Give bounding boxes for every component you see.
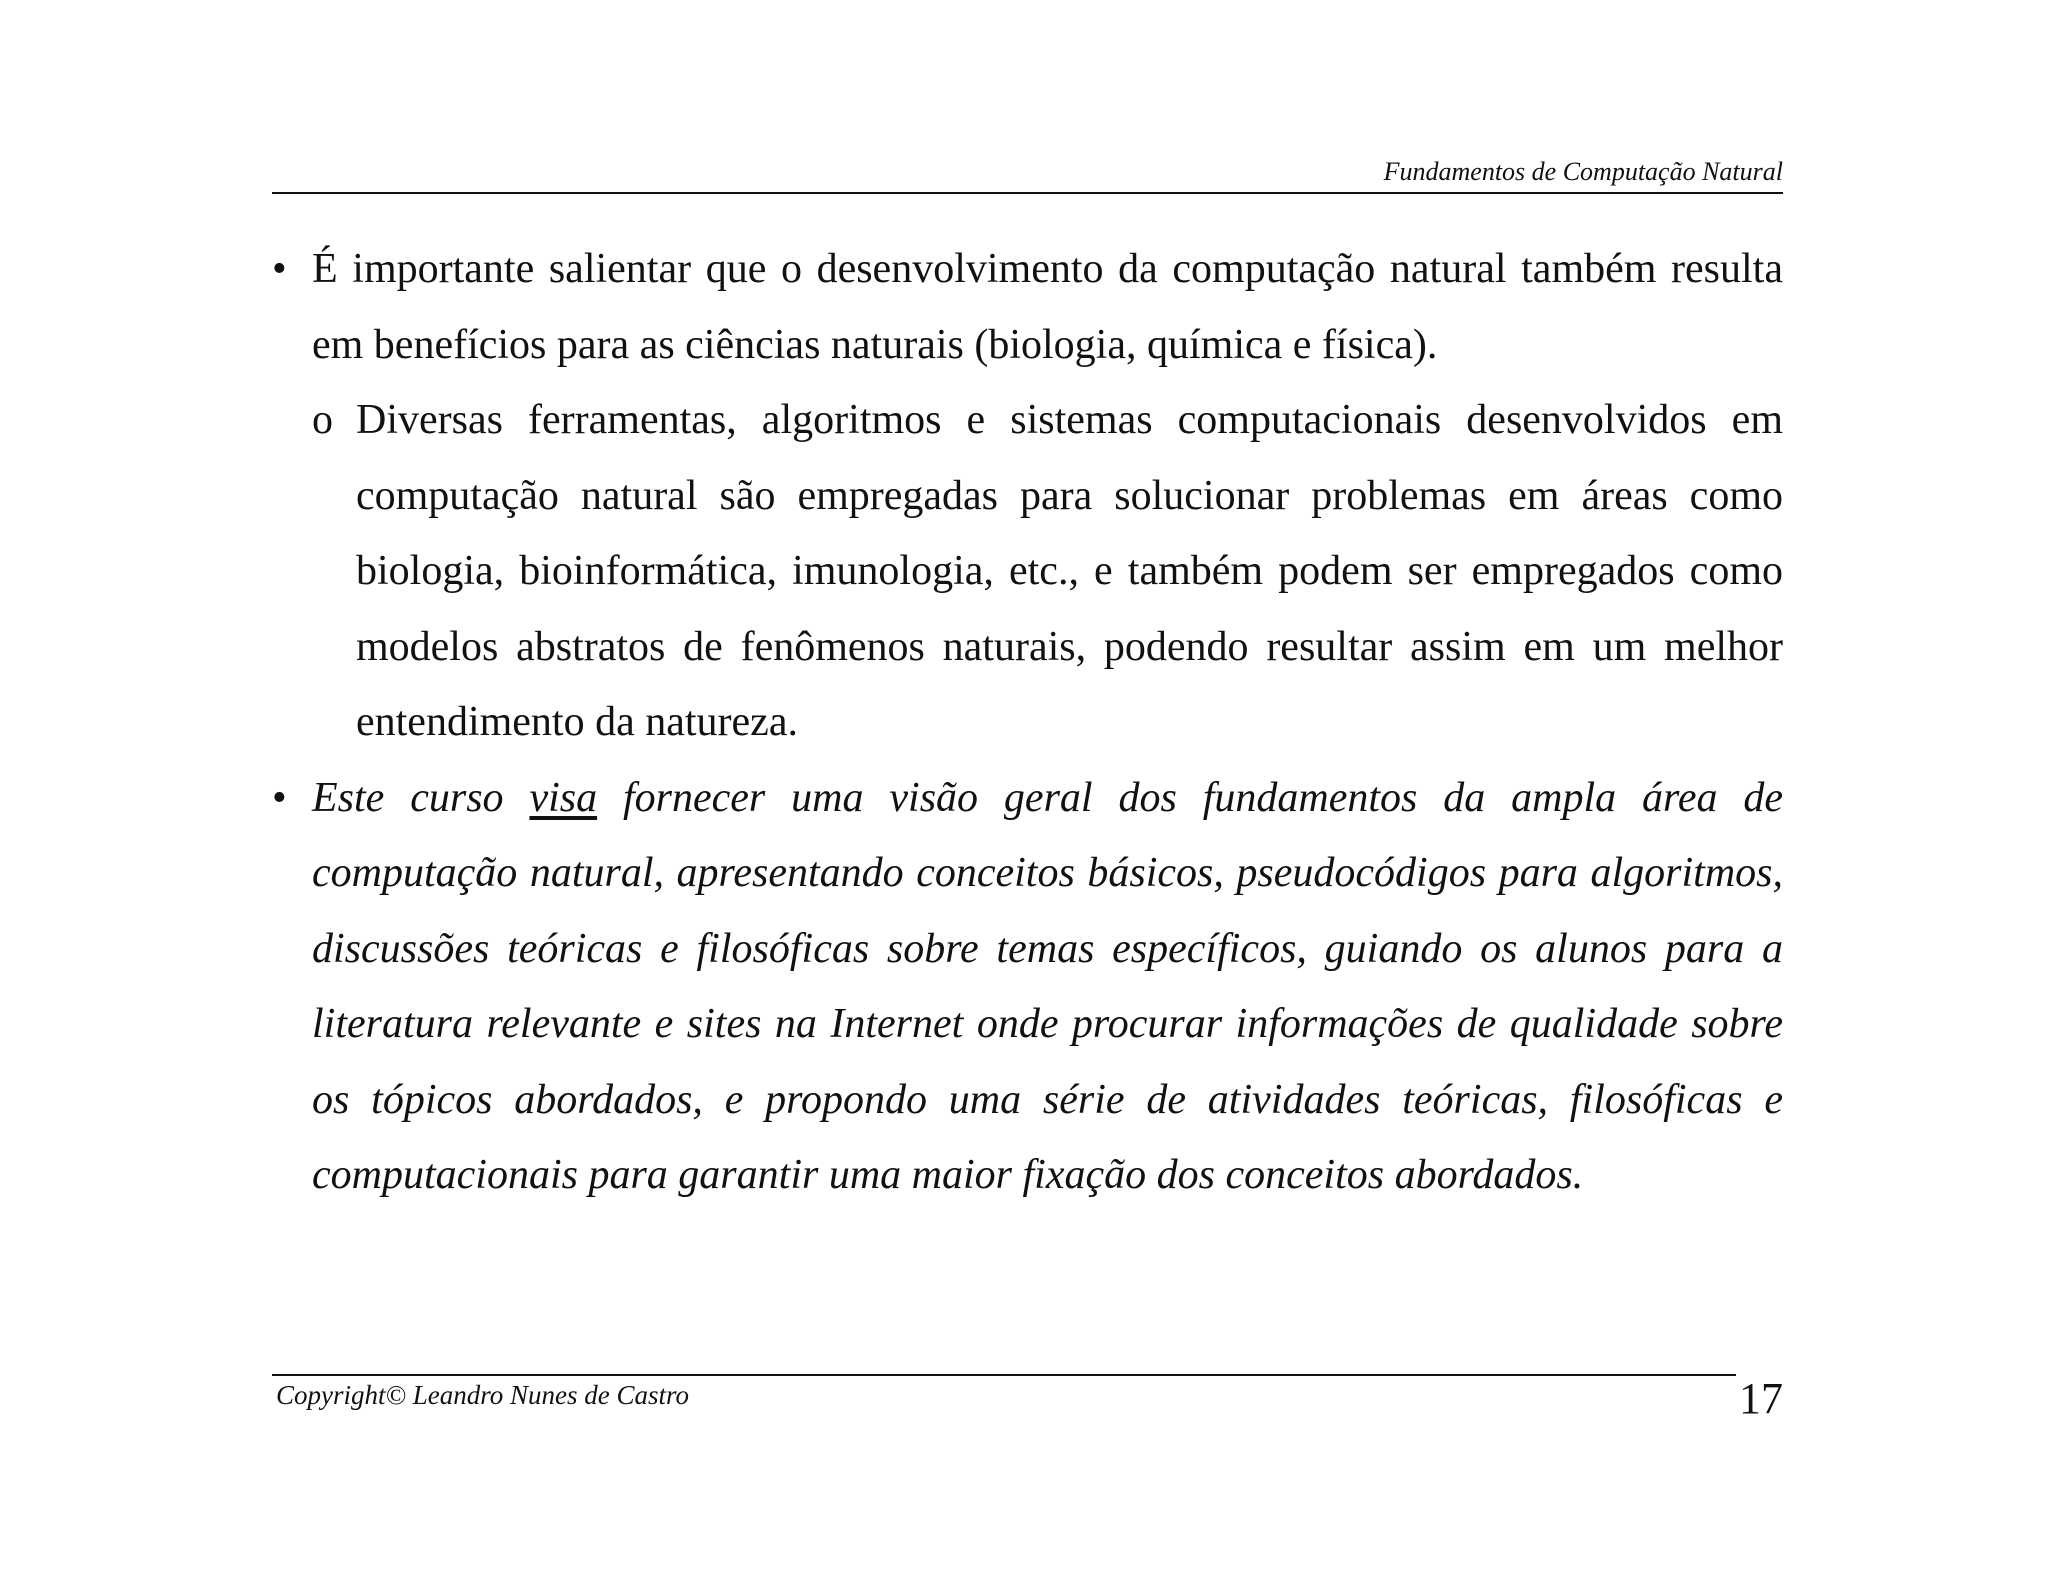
text-segment: fornecer uma visão geral dos fundamentos da ampla área de computação natural, apresentando conceitos básicos, pseudocódigos para algoritmos, discussões teóricas e filosóficas sobre temas específicos, guiando os alunos para a literatura relevante e sites na Internet onde procurar informações de qualidade sobre os tópicos abordados, e propondo uma série de atividades teóricas, filosóficas e computacionais para garantir uma maior fixação dos conceitos abordados. xyxy=(312,774,1783,1198)
sub-bullet-marker: o xyxy=(312,397,333,443)
header-divider xyxy=(272,192,1783,194)
footer-divider xyxy=(272,1374,1736,1376)
bullet-marker: • xyxy=(272,774,287,821)
page-number: 17 xyxy=(1739,1374,1783,1423)
bullet-text: É importante salientar que o desenvolvimento da computação natural também resulta em benefícios para as ciências naturais (biologia, química e física). xyxy=(312,246,1783,368)
bullet-text xyxy=(312,775,1783,1199)
page-body xyxy=(272,232,1783,1214)
sub-bullet-item-tools xyxy=(272,383,1783,761)
text-segment: Este curso xyxy=(312,774,530,821)
underlined-word: visa xyxy=(529,774,598,821)
bullet-item-course-goal xyxy=(272,761,1783,1214)
sub-bullet-text: Diversas ferramentas, algoritmos e sistemas computacionais desenvolvidos em computação natural são empregadas para solucionar problemas em áreas como biologia, bioinformática, imunologia, etc., e também podem ser empregados como modelos abstratos de fenômenos naturais, podendo resultar assim em um melhor entendimento da natureza. xyxy=(356,397,1783,745)
running-header: Fundamentos de Computação Natural xyxy=(1383,157,1783,186)
bullet-item-natural-sciences xyxy=(272,232,1783,383)
copyright-notice: Copyright© Leandro Nunes de Castro xyxy=(276,1380,690,1410)
bullet-marker: • xyxy=(272,246,287,292)
